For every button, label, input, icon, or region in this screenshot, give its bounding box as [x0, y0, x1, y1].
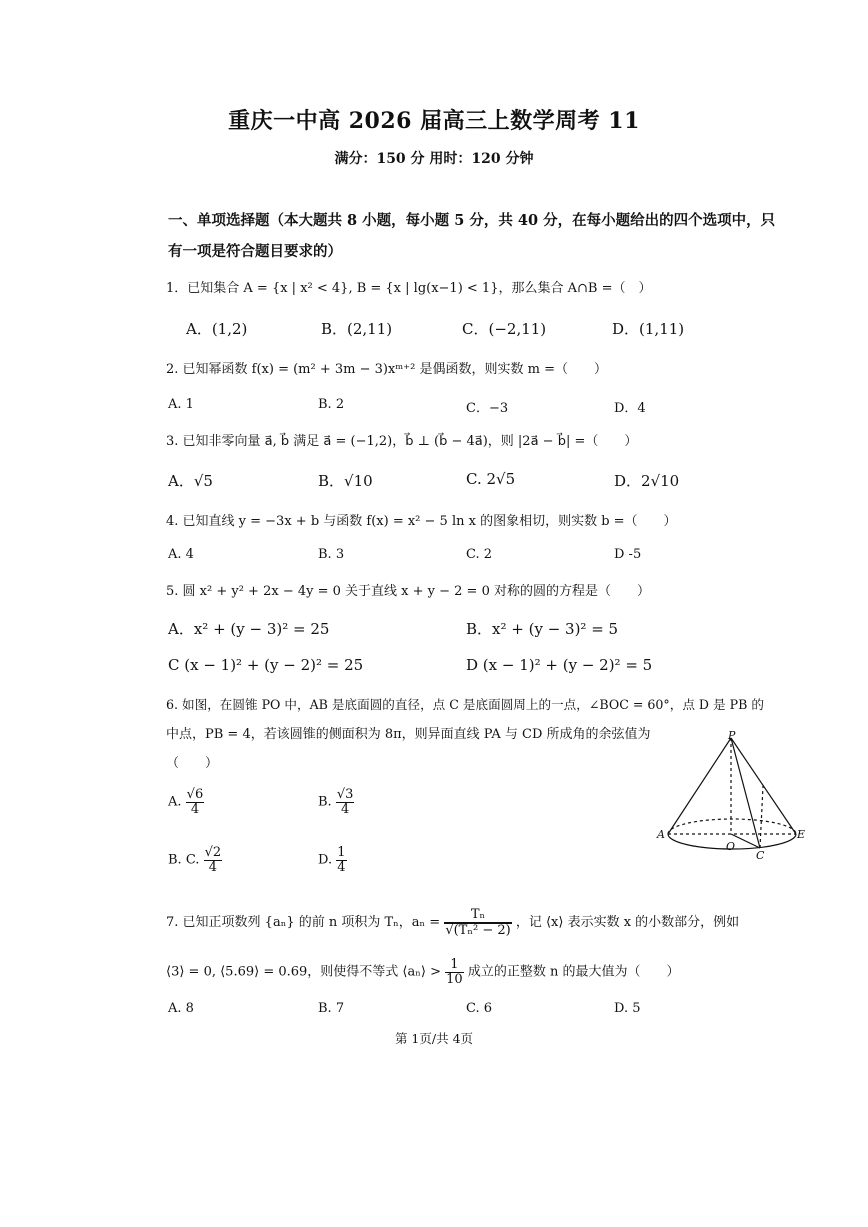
- label-p: P: [728, 730, 736, 742]
- question-7-option-b: B. 7: [318, 1001, 345, 1016]
- page-number: 第 1页/共 4页: [394, 1031, 474, 1046]
- option-letter: A.: [168, 794, 182, 810]
- question-6-stem-line3: （ ）: [166, 756, 219, 771]
- cone-figure: [656, 730, 806, 860]
- fraction-denominator: 10: [446, 971, 463, 987]
- fraction-denominator: 4: [340, 801, 350, 817]
- question-7-stem-line1: [166, 908, 739, 937]
- segment-pc: [731, 738, 760, 848]
- fraction-numerator: 1: [337, 845, 346, 860]
- segment-cd: [760, 786, 763, 848]
- cone-left-edge: [668, 738, 731, 834]
- question-3-option-d: D．2√10: [614, 472, 680, 490]
- q7-fraction-tenth: [445, 958, 464, 986]
- question-1-option-d: D．(1,11): [612, 320, 685, 338]
- question-2-stem: 2. 已知幂函数 f(x) = (m² + 3m − 3)xᵐ⁺² 是偶函数，则实数 m =（ ）: [166, 362, 607, 377]
- label-c: C: [756, 849, 765, 860]
- label-o: O: [726, 840, 736, 853]
- question-1-option-c: C．(−2,11): [462, 320, 547, 338]
- question-5-option-a: A．x² + (y − 3)² = 25: [168, 620, 330, 638]
- q7-text-c: ⟨3⟩ = 0, ⟨5.69⟩ = 0.69，则使得不等式 ⟨aₙ⟩ >: [166, 964, 441, 980]
- question-6-option-a: [168, 788, 204, 816]
- question-2-option-a: A. 1: [168, 397, 194, 412]
- question-1-option-b: B．(2,11): [321, 320, 393, 338]
- question-6-option-c: [168, 846, 222, 874]
- question-5-option-d: D (x − 1)² + (y − 2)² = 5: [466, 656, 653, 674]
- fraction-numerator: 1: [445, 958, 464, 973]
- question-4-stem: 4. 已知直线 y = −3x + b 与函数 f(x) = x² − 5 ln x 的图象相切，则实数 b =（ ）: [166, 514, 677, 529]
- question-7-option-d: D. 5: [614, 1001, 641, 1016]
- question-3-option-c: C. 2√5: [466, 470, 516, 488]
- fraction-denominator: 4: [337, 859, 346, 875]
- option-letter: B.: [318, 794, 332, 810]
- question-6-stem-line2: 中点，PB = 4，若该圆锥的侧面积为 8π，则异面直线 PA 与 CD 所成角的余弦值为: [166, 727, 651, 742]
- question-5-stem: 5. 圆 x² + y² + 2x − 4y = 0 关于直线 x + y − 2 = 0 对称的圆的方程是（ ）: [166, 584, 650, 599]
- fraction-numerator: √6: [186, 787, 204, 802]
- label-a: A: [657, 828, 665, 841]
- fraction-numerator: √3: [336, 787, 354, 802]
- section-heading-line2: 有一项是符合题目要求的）: [168, 243, 342, 260]
- fraction-denominator: 4: [190, 801, 200, 817]
- question-2-option-b: B. 2: [318, 397, 345, 412]
- q7-text-b: ，记 ⟨x⟩ 表示实数 x 的小数部分，例如: [515, 915, 740, 931]
- option-d-fraction: [336, 846, 346, 874]
- question-6-stem-line1: 6. 如图，在圆锥 PO 中，AB 是底面圆的直径，点 C 是底面圆周上的一点，∠BOC = 60°，点 D 是 PB 的: [166, 697, 764, 712]
- page-title: 重庆一中高 2026 届高三上数学周考 11: [228, 108, 640, 134]
- option-letter: B. C.: [168, 852, 200, 868]
- option-a-fraction: [186, 788, 205, 816]
- question-6-option-b: [318, 788, 354, 816]
- question-7-option-c: C. 6: [466, 1001, 493, 1016]
- fraction-numerator: √2: [204, 845, 222, 860]
- option-b-fraction: [336, 788, 355, 816]
- question-7-option-a: A. 8: [168, 1001, 194, 1016]
- q7-fraction-an: [444, 908, 511, 937]
- option-c-fraction: [204, 846, 223, 874]
- question-3-option-b: B．√10: [318, 472, 373, 490]
- question-7-stem-line2: [166, 958, 679, 986]
- question-1-option-a: A．(1,2): [186, 320, 248, 338]
- question-4-option-d: D -5: [614, 547, 642, 562]
- question-4-option-a: A. 4: [168, 547, 194, 562]
- question-2-option-d: D．4: [614, 401, 646, 416]
- segment-oc: [731, 834, 760, 848]
- question-5-option-c: C (x − 1)² + (y − 2)² = 25: [168, 656, 364, 674]
- cone-base-back: [668, 819, 796, 834]
- page-subtitle: 满分：150 分 用时：120 分钟: [334, 151, 534, 167]
- fraction-denominator: √(Tₙ² − 2): [445, 922, 511, 938]
- fraction-denominator: 4: [208, 859, 217, 875]
- section-heading-line1: 一、单项选择题（本大题共 8 小题，每小题 5 分，共 40 分，在每小题给出的四个选项中，只: [168, 212, 776, 229]
- question-3-stem: 3. 已知非零向量 a⃗, b⃗ 满足 a⃗ = (−1,2)，b⃗ ⊥ (b⃗ − 4a⃗)，则 |2a⃗ − b⃗| =（ ）: [166, 434, 638, 449]
- question-4-option-c: C. 2: [466, 547, 493, 562]
- q7-text-a: 7. 已知正项数列 {aₙ} 的前 n 项积为 Tₙ，aₙ =: [166, 915, 441, 931]
- question-4-option-b: B. 3: [318, 547, 345, 562]
- cone-right-edge: [731, 738, 796, 834]
- question-3-option-a: A．√5: [168, 472, 213, 490]
- question-5-option-b: B．x² + (y − 3)² = 5: [466, 620, 619, 638]
- q7-text-d: 成立的正整数 n 的最大值为（ ）: [467, 964, 680, 980]
- option-letter: D.: [318, 852, 333, 868]
- label-e: E: [797, 828, 806, 841]
- question-2-option-c: C．−3: [466, 401, 509, 416]
- fraction-numerator: Tₙ: [444, 908, 511, 923]
- question-1-stem: 1．已知集合 A = {x | x² < 4}, B = {x | lg(x−1) < 1}，那么集合 A∩B =（ ）: [166, 281, 652, 296]
- question-6-option-d: [318, 846, 347, 874]
